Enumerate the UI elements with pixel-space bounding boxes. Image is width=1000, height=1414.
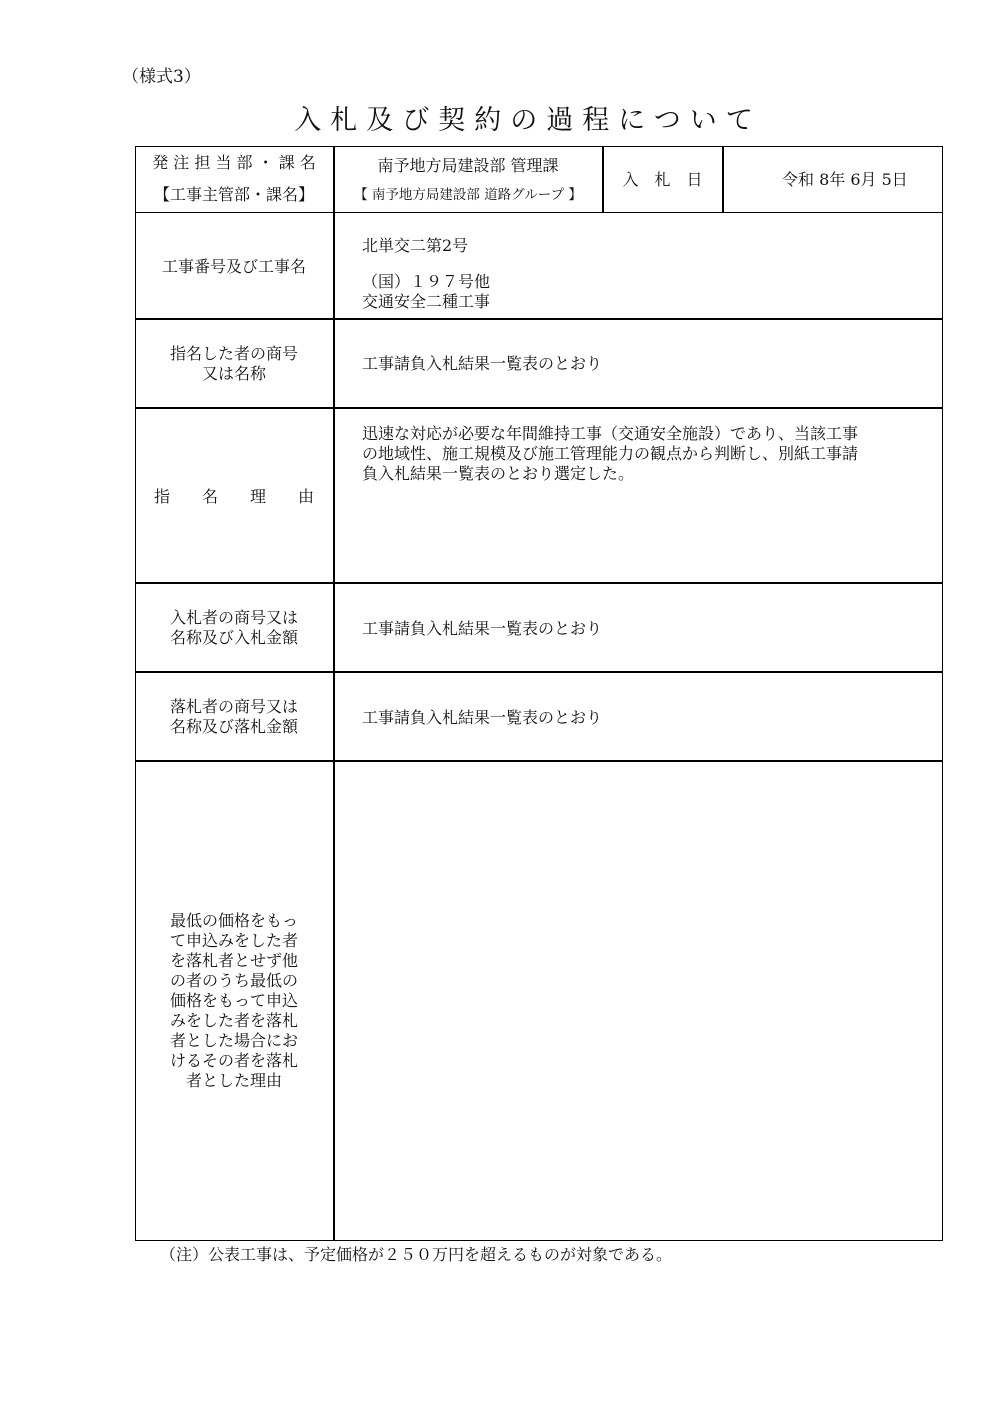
bidders-label-line2: 名称及び入札金額 [169, 628, 298, 647]
lowest-reason-label-1: 最低の価格をもっ [169, 911, 298, 930]
bid-date-value: 令和 8年 6月 5日 [782, 170, 908, 189]
footnote: （注）公表工事は、予定価格が２５０万円を超えるものが対象である。 [160, 1245, 673, 1264]
nominees-label-line1: 指名した者の商号 [169, 344, 298, 363]
dept-label: 発 注 担 当 部 ・ 課 名 [152, 153, 316, 172]
form-number: （様式3） [122, 67, 201, 87]
lowest-reason-label-3: を落札者とせず他 [169, 951, 298, 970]
work-number: 北単交二第2号 [362, 236, 469, 255]
sub-dept-value: 【 南予地方局建設部 道路グループ 】 [354, 187, 582, 203]
reason-label: 指 名 理 由 [153, 487, 314, 506]
winner-value: 工事請負入札結果一覧表のとおり [362, 708, 603, 727]
bidders-label-line1: 入札者の商号又は [169, 608, 298, 627]
winner-label-line1: 落札者の商号又は [169, 697, 298, 716]
reason-line1: 迅速な対応が必要な年間維持工事（交通安全施設）であり、当該工事 [362, 424, 859, 443]
sub-dept-label: 【工事主管部・課名】 [153, 185, 314, 204]
work-name-line1: （国）１９７号他 [362, 272, 491, 291]
lowest-reason-label-6: みをした者を落札 [169, 1011, 298, 1030]
nominees-label-line2: 又は名称 [201, 364, 266, 383]
nominees-value: 工事請負入札結果一覧表のとおり [362, 354, 603, 373]
lowest-reason-label-4: の者のうち最低の [169, 971, 298, 990]
bidders-value: 工事請負入札結果一覧表のとおり [362, 619, 603, 638]
lowest-reason-label-2: て申込みをした者 [169, 931, 298, 950]
work-name-line2: 交通安全二種工事 [362, 292, 491, 311]
reason-line3: 負入札結果一覧表のとおり選定した。 [362, 464, 635, 483]
dept-value: 南予地方局建設部 管理課 [377, 156, 559, 175]
reason-line2: の地域性、施工規模及び施工管理能力の観点から判断し、別紙工事請 [362, 444, 859, 463]
lowest-reason-label-8: けるその者を落札 [169, 1051, 298, 1070]
work-name-label: 工事番号及び工事名 [161, 257, 306, 276]
lowest-reason-label-5: 価格をもって申込 [169, 991, 298, 1010]
lowest-reason-label-7: 者とした場合にお [169, 1031, 298, 1050]
bid-date-label: 入 札 日 [622, 170, 703, 189]
page-title: 入札及び契約の過程について [294, 105, 762, 136]
lowest-reason-label-9: 者とした理由 [185, 1071, 282, 1090]
winner-label-line2: 名称及び落札金額 [169, 717, 298, 736]
